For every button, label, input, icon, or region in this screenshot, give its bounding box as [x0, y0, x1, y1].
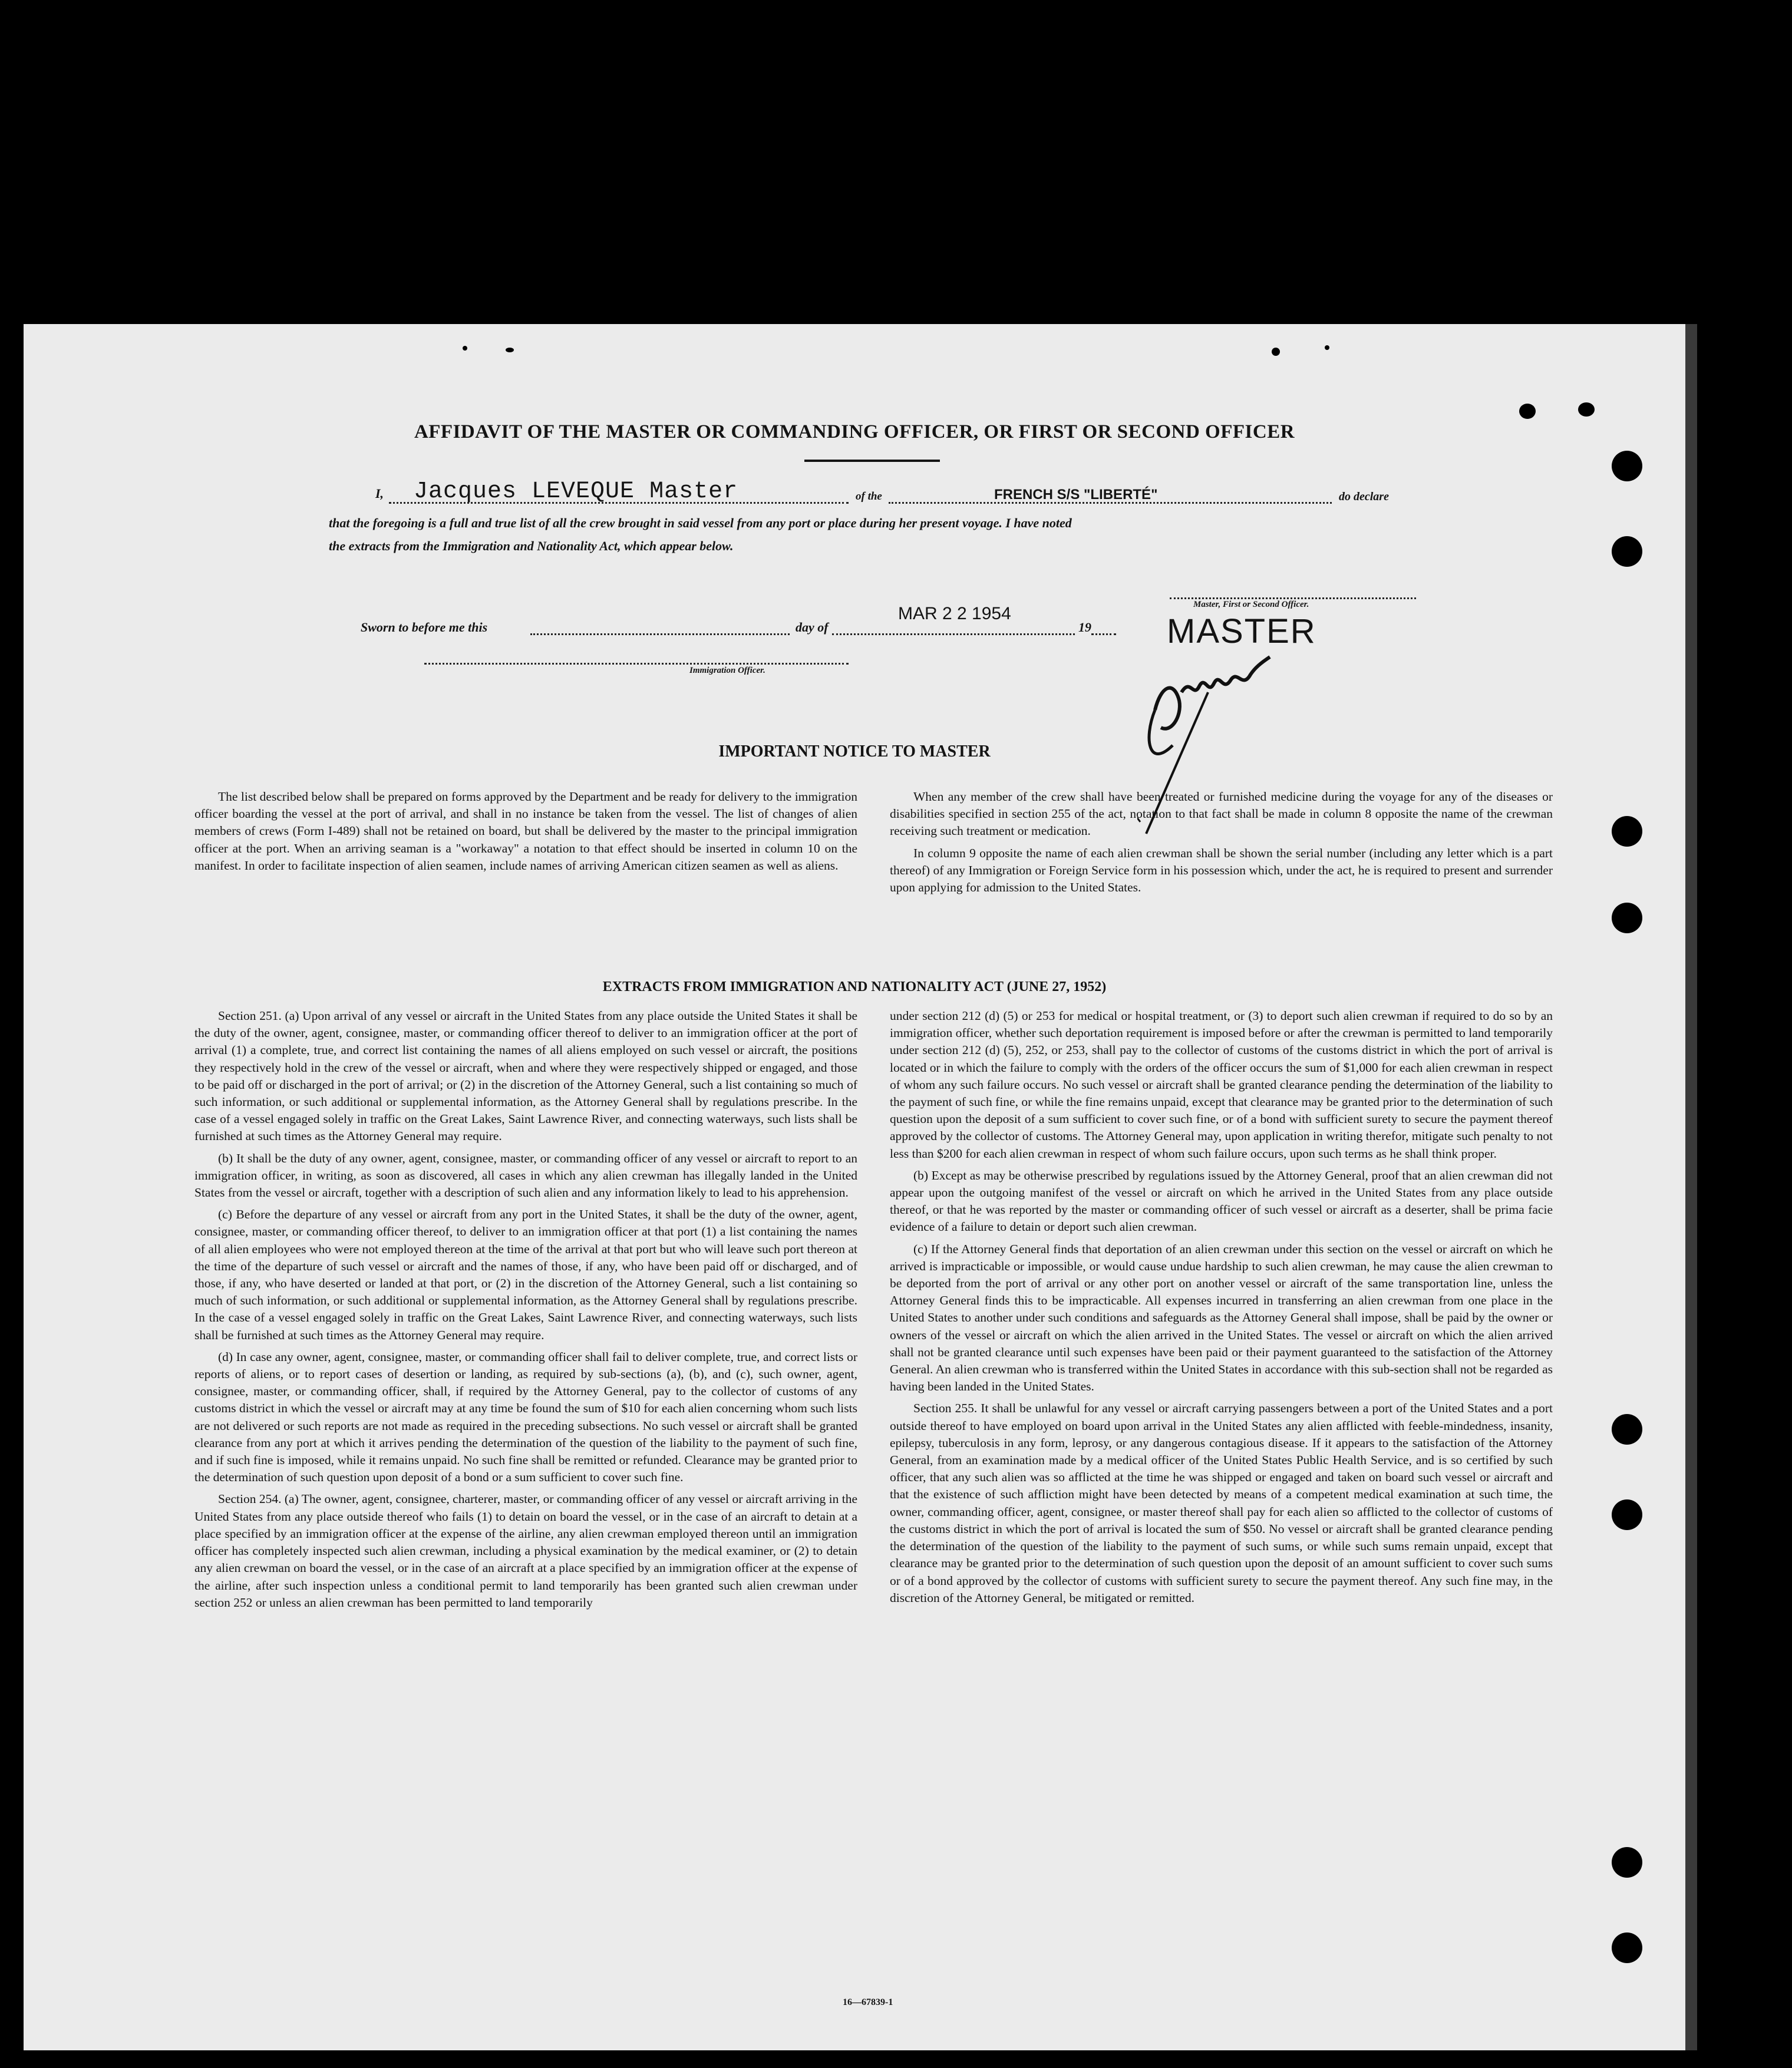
officer-signature-line [1170, 597, 1416, 599]
notice-left-column [194, 788, 857, 879]
ink-speck [1578, 402, 1595, 417]
ink-speck [506, 348, 514, 352]
extracts-title: EXTRACTS FROM IMMIGRATION AND NATIONALITY ACT (JUNE 27, 1952) [602, 979, 1107, 995]
extracts-right-column [890, 1007, 1553, 1611]
sworn-month-line [832, 633, 1075, 635]
punch-hole [1612, 1932, 1642, 1963]
notice-left-paragraph: The list described below shall be prepared on forms approved by the Department and be ready for delivery to the immigration officer boarding the vessel at the port of arrival, and shall in no instance be taken from the vessel. The list of changes of alien members of crews (Form I-489) shall not be retained on board, but shall be delivered by the master to the principal immigration officer at the port. When an arriving seaman is a "workaway" a notation to that effect should be inserted in column 10 on the manifest. In order to facilitate inspection of alien seamen, include names of arriving American citizen seamen as well as aliens. [194, 789, 857, 873]
punch-hole [1612, 816, 1642, 847]
immigration-officer-caption: Immigration Officer. [689, 666, 765, 675]
master-title-stamp: MASTER [1167, 612, 1316, 650]
date-stamp[interactable]: MAR 2 2 1954 [898, 604, 1011, 623]
ink-speck [1325, 345, 1329, 350]
officer-caption: Master, First or Second Officer. [1193, 600, 1309, 609]
notice-right-column [890, 788, 1553, 901]
punch-hole [1612, 451, 1642, 481]
ink-speck [1519, 404, 1536, 419]
year-prefix: 19 [1078, 620, 1091, 635]
extract-paragraph: (b) It shall be the duty of any owner, agent, consignee, master, or commanding officer of any vessel or aircraft to report to an immigration officer, in writing, as soon as discovered, all cases in which any alien crewman has illegally landed in the United States from the vessel or aircraft, together with a description of such alien and any information likely to lead to his apprehension. [194, 1151, 857, 1200]
ink-speck [463, 346, 467, 351]
extract-paragraph: under section 212 (d) (5) or 253 for medical or hospital treatment, or (3) to deport such alien crewman if required to do so by an immigration officer, whether such deportation requirement is imposed before or after the crewman is permitted to land temporarily under section 212 (d) (5), 252, or 253, shall pay to the collector of customs of the customs district in which the port of arrival is located or in which the failure to comply with the orders of the officer occurs the sum of $1,000 for each alien crewman in respect of whom any such failure occurs. No such vessel or aircraft shall be granted clearance pending the determination of the liability to the payment of such fine, or while the fine remains unpaid, except that clearance may be granted prior to the determination of such question upon the deposit of a sum sufficient to cover such fine, or of a bond with sufficient surety to secure the payment thereof approved by the collector of customs. The Attorney General may, upon application in writing therefor, mitigate such penalty to not less than $200 for each alien crewman in respect of whom such failure occurs, upon such terms as he shall think proper. [890, 1009, 1553, 1161]
extracts-left-column [194, 1007, 857, 1616]
extract-paragraph: (c) Before the departure of any vessel or aircraft from any port in the United States, it shall be the duty of the owner, agent, consignee, master, or commanding officer thereof, to deliver to an immigration officer at that port (1) a list containing the names of all alien employees who were not employed thereon at the time of the arrival at that port but who will leave such port thereon at the time of the departure of such vessel or aircraft and the names of those, if any, who have been paid off or discharged, and of those, if any, who have deserted or landed at that port, or (2) in the discretion of the Attorney General, such a list containing so much of such information, or such additional or supplemental information, as the Attorney General shall by regulations prescribe. In the case of a vessel engaged solely in traffic on the Great Lakes, Saint Lawrence River, and connecting waterways, such lists shall be furnished at such times as the Attorney General may require. [194, 1207, 857, 1342]
extract-paragraph: (c) If the Attorney General finds that deportation of an alien crewman under this section on the vessel or aircraft on which he arrived is impracticable or impossible, or would cause undue hardship to such alien crewman, he may cause the alien crewman to be deported from the port of arrival or any other port on another vessel or aircraft of the same transportation line, unless the Attorney General finds this to be impracticable. All expenses incurred in transferring an alien crewman from one place in the United States to another under such conditions and safeguards as the Attorney General shall impose, shall be paid by the owner or owners of the vessel or aircraft on which the alien arrived in the United States. The vessel or aircraft on which the alien arrived shall not be granted clearance until such expenses have been paid or their payment guaranteed to the satisfaction of the Attorney General. An alien crewman who is transferred within the United States in accordance with this sub-section shall not be regarded as having been landed in the United States. [890, 1241, 1553, 1394]
sworn-day-line [530, 633, 790, 635]
extract-paragraph: Section 254. (a) The owner, agent, consignee, charterer, master, or commanding officer of any vessel or aircraft arriving in the United States from any place outside thereof who fails (1) to detain on board the vessel, or in the case of an aircraft to detain at a place specified by an immigration officer at the expense of the airline, any alien crewman employed thereon until an immigration officer has completely inspected such alien crewman, including a physical examination by the medical examiner, or (2) to detain any alien crewman on board the vessel, or in the case of an aircraft at a place specified by an immigration officer at the expense of the airline, after such inspection unless a conditional permit to land temporarily has been granted such alien crewman under section 252 or unless an alien crewman has been permitted to land temporarily [194, 1492, 857, 1610]
vessel-name[interactable]: FRENCH S/S "LIBERTÉ" [994, 487, 1158, 503]
extract-paragraph: Section 251. (a) Upon arrival of any vessel or aircraft in the United States from any place outside the United States it shall be the duty of the owner, agent, consignee, master, or commanding officer thereof to deliver to an immigration officer at the port of arrival (1) a complete, true, and correct list containing the names of all aliens employed on such vessel or aircraft, the positions they respectively hold in the crew of the vessel or aircraft, when and where they were respectively shipped or engaged, and those to be paid off or discharged in the port of arrival; or (2) in the discretion of the Attorney General, such a list containing so much of such information, or such additional or supplemental information, as the Attorney General shall by regulations prescribe. In the case of a vessel engaged solely in traffic on the Great Lakes, Saint Lawrence River, and connecting waterways, such lists shall be furnished at such times as the Attorney General may require. [194, 1009, 857, 1144]
punch-hole [1612, 1499, 1642, 1530]
punch-hole [1612, 903, 1642, 933]
page-edge-shadow [1685, 324, 1697, 2050]
of-the-label: of the [856, 490, 882, 503]
do-declare-label: do declare [1339, 490, 1389, 503]
notice-right-paragraph-1: When any member of the crew shall have been treated or furnished medicine during the voyage for any of the diseases or disabilities specified in section 255 of the act, notation to that fact shall be made in column 8 opposite the name of the crewman receiving such treatment or medication. [890, 789, 1553, 838]
notice-right-paragraph-2: In column 9 opposite the name of each alien crewman shall be shown the serial number (including any letter which is a part thereof) of any Immigration or Foreign Service form in his possession which, under the act, he is required to present and surrender upon applying for admission to the United States. [890, 845, 1553, 895]
declaration-line-2: the extracts from the Immigration and Nationality Act, which appear below. [329, 539, 734, 553]
title-rule [804, 460, 940, 462]
master-name[interactable]: Jacques LEVEQUE Master [414, 478, 738, 505]
punch-hole [1612, 1847, 1642, 1878]
extract-paragraph: (b) Except as may be otherwise prescribed by regulations issued by the Attorney General, proof that an alien crewman did not appear upon the outgoing manifest of the vessel or aircraft on which he arrived in the United States from any place outside thereof, or that he was reported by the master or commanding officer of such vessel or aircraft as a deserter, shall be prima facie evidence of a failure to detain or deport such alien crewman. [890, 1168, 1553, 1234]
punch-hole [1612, 1414, 1642, 1445]
form-number: 16—67839-1 [843, 1997, 893, 2007]
document-page [24, 324, 1685, 2050]
i-label: I, [375, 486, 384, 501]
declaration-line-1: that the foregoing is a full and true list of all the crew brought in said vessel from any port or place during her present voyage. I have noted [329, 516, 1072, 530]
immigration-officer-line [424, 663, 849, 665]
year-line [1091, 633, 1116, 635]
ink-speck [1272, 348, 1280, 356]
day-of-label: day of [796, 620, 829, 635]
extract-paragraph: (d) In case any owner, agent, consignee, master, or commanding officer shall fail to deliver complete, true, and correct lists or reports of aliens, or to report cases of desertion or landing, as required by sub-sections (a), (b), and (c), such owner, agent, consignee, master, or commanding officer, shall, if required by the Attorney General, pay to the collector of customs of any customs district in which the vessel or aircraft may at any time be found the sum of $10 for each alien concerning whom such lists are not delivered or such reports are not made as required in the preceding subsections. No such vessel or aircraft shall be granted clearance from any port at which it arrives pending the determination of the question of the liability to the payment of such fine, and if such fine is imposed, while it remains unpaid. No such fine shall be remitted or refunded. Clearance may be granted prior to the determination of such question upon deposit of a bond or a sum sufficient to cover such fine. [194, 1349, 857, 1485]
punch-hole [1612, 536, 1642, 567]
extract-paragraph: Section 255. It shall be unlawful for any vessel or aircraft carrying passengers between a port of the United States and a port outside thereof to have employed on board upon arrival in the United States any alien afflicted with feeble-mindedness, insanity, epilepsy, tuberculosis in any form, leprosy, or any dangerous contagious disease. If it appears to the satisfaction of the Attorney General, from an examination made by a medical officer of the United States Public Health Service, and is so certified by such officer, that any such alien was so afflicted at the time he was shipped or engaged and taken on board such vessel or aircraft and that the existence of such affliction might have been detected by means of a competent medical examination at such time, the owner, commanding officer, agent, consignee, or master thereof shall pay for each alien so afflicted to the collector of customs of the customs district in which the port of arrival is located the sum of $50. No vessel or aircraft shall be granted clearance pending the determination of the question of the liability to the payment of such sums, or while such sums remain unpaid, except that clearance may be granted prior to the determination of such question upon the deposit of an amount sufficient to cover such sums or of a bond approved by the collector of customs with sufficient surety to secure the payment thereof. Any such fine may, in the discretion of the Attorney General, be mitigated or remitted. [890, 1401, 1553, 1605]
sworn-label: Sworn to before me this [361, 620, 488, 635]
notice-title: IMPORTANT NOTICE TO MASTER [718, 742, 991, 761]
affidavit-title: AFFIDAVIT OF THE MASTER OR COMMANDING OFFICER, OR FIRST OR SECOND OFFICER [414, 421, 1295, 442]
